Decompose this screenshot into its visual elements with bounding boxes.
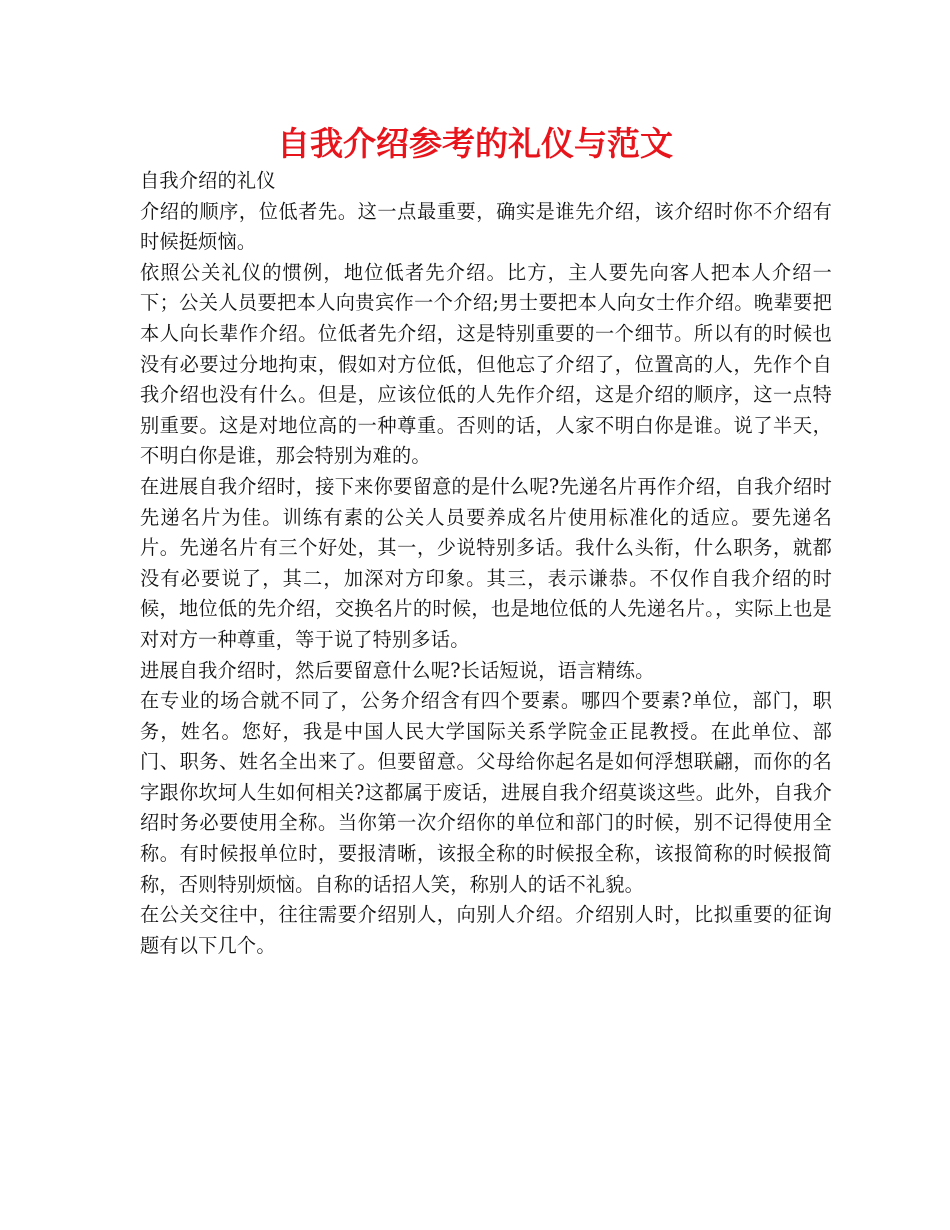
paragraph: 进展自我介绍时，然后要留意什么呢?长话短说，语言精练。: [140, 658, 655, 682]
paragraph: 依照公关礼仪的惯例，地位低者先介绍。比方，主人要先向客人把本人介绍一下；公关人员要把本人向贵宾作一个介绍;男士要把本人向女士作介绍。晚辈要把本人向长辈作介绍。位低者先介绍，这是特别重要的一个细节。所以有的时候也没有必要过分地拘束，假如对方位低，但他忘了介绍了，位置高的人，先作个自我介绍也没有什么。但是，应该位低的人先作介绍，这是介绍的顺序，这一点特别重要。这是对地位高的一种尊重。否则的话，人家不明白你是谁。说了半天，不明白你是谁，那会特别为难的。: [140, 260, 832, 468]
paragraph: 介绍的顺序，位低者先。这一点最重要，确实是谁先介绍，该介绍时你不介绍有时候挺烦恼。: [140, 199, 832, 254]
section-heading: 自我介绍的礼仪: [140, 169, 276, 192]
document-title: 自我介绍参考的礼仪与范文: [277, 124, 673, 163]
document-body: [140, 166, 832, 961]
paragraph: 在公关交往中，往往需要介绍别人，向别人介绍。介绍别人时，比拟重要的征询题有以下几个。: [140, 903, 832, 957]
paragraph: 在专业的场合就不同了，公务介绍含有四个要素。哪四个要素?单位，部门，职务，姓名。您好，我是中国人民大学国际关系学院金正昆教授。在此单位、部门、职务、姓名全出来了。但要留意。父母给你起名是如何浮想联翩，而你的名字跟你坎坷人生如何相关?这都属于废话，进展自我介绍莫谈这些。此外，自我介绍时务必要使用全称。当你第一次介绍你的单位和部门的时候，别不记得使用全称。有时候报单位时，要报清晰，该报全称的时候报全称，该报简称的时候报简称，否则特别烦恼。自称的话招人笑，称别人的话不礼貌。: [140, 689, 832, 896]
paragraph: 在进展自我介绍时，接下来你要留意的是什么呢?先递名片再作介绍，自我介绍时先递名片为佳。训练有素的公关人员要养成名片使用标准化的适应。要先递名片。先递名片有三个好处，其一，少说特别多话。我什么头衔，什么职务，就都没有必要说了，其二，加深对方印象。其三，表示谦恭。不仅作自我介绍的时候，地位低的先介绍，交换名片的时候，也是地位低的人先递名片。，实际上也是对对方一种尊重，等于说了特别多话。: [140, 474, 832, 651]
